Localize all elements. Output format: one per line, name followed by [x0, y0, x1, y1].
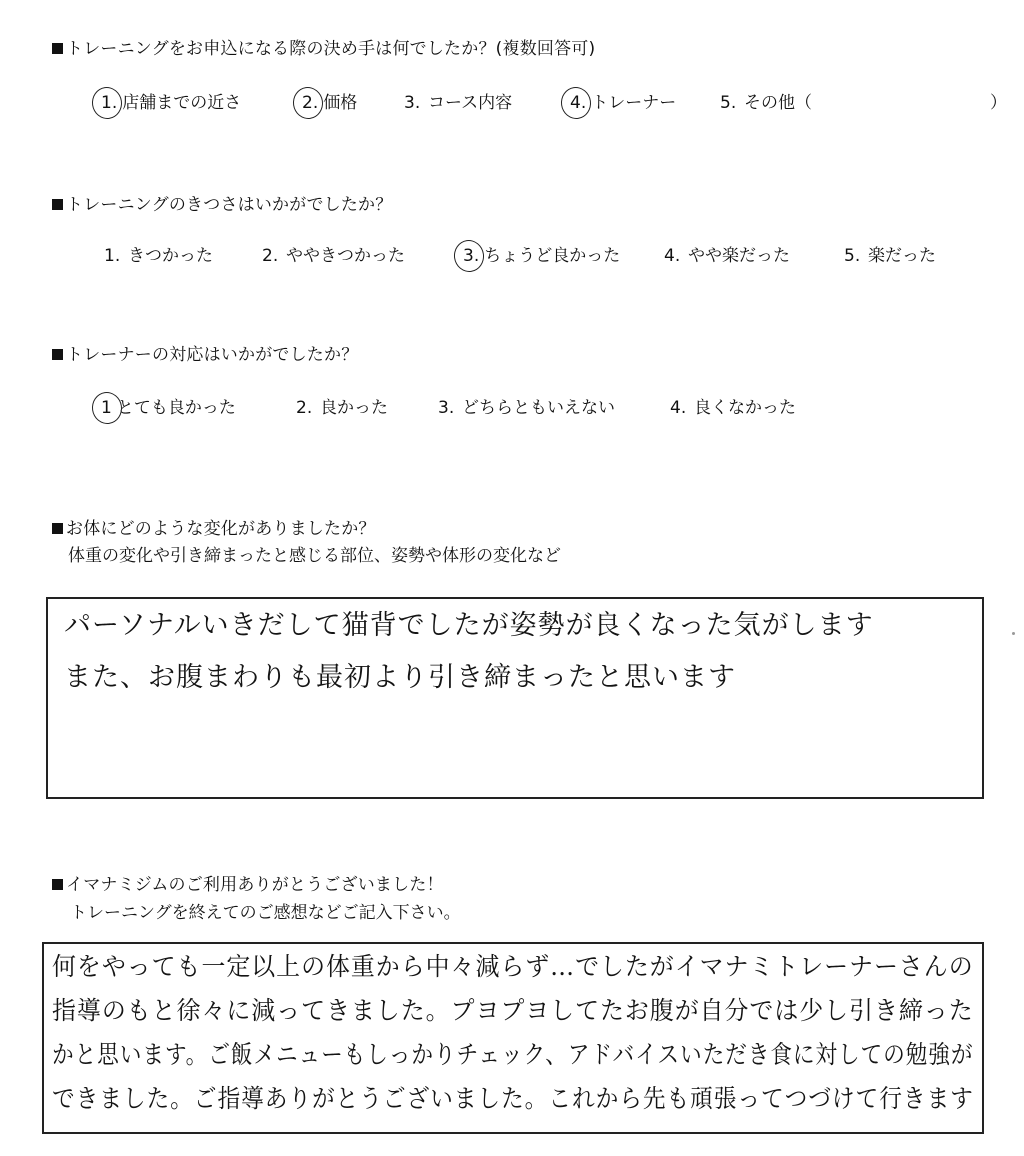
- square-bullet-icon: [52, 349, 63, 360]
- q5-answer-line-4: できました。ご指導ありがとうございました。これから先も頑張ってつづけて行きます: [52, 1084, 974, 1113]
- q3-option-4[interactable]: [670, 397, 796, 419]
- q4-answer-box[interactable]: [46, 597, 984, 799]
- q2-title: [52, 194, 392, 216]
- q4-title-text: お体にどのような変化がありましたか？: [66, 519, 376, 539]
- q1-option-2[interactable]: [297, 92, 357, 114]
- circled-mark-icon: [565, 92, 591, 114]
- square-bullet-icon: [52, 43, 63, 54]
- q3-option-1-num: 1: [101, 398, 112, 418]
- q1-option-3[interactable]: [404, 92, 512, 114]
- q3-option-3[interactable]: [438, 397, 615, 419]
- q3-title: [52, 344, 358, 366]
- q3-title-text: トレーナーの対応はいかがでしたか？: [66, 345, 359, 365]
- q3-option-3-label: どちらともいえない: [462, 398, 615, 418]
- q4-answer-line-2: また、お腹まわりも最初より引き締まったと思います: [64, 662, 736, 693]
- q2-option-1-label: きつかった: [128, 246, 213, 266]
- q5-title-text: イマナミジムのご利用ありがとうございました！: [66, 875, 444, 895]
- q1-option-5-label: その他（: [744, 93, 812, 113]
- q1-option-2-label: 価格: [323, 93, 358, 113]
- q1-option-4-label: トレーナー: [591, 93, 677, 113]
- circled-mark-icon: [96, 92, 122, 114]
- q1-option-5[interactable]: [720, 92, 812, 114]
- q1-close-paren: ）: [990, 93, 1007, 113]
- q2-option-4[interactable]: [664, 245, 790, 267]
- scan-speck: [1012, 632, 1015, 635]
- q1-option-1-label: 店舗までの近さ: [122, 93, 242, 113]
- q2-option-3[interactable]: [458, 245, 620, 267]
- q5-answer-line-3: かと思います。ご飯メニューもしっかりチェック、アドバイスいただき食に対しての勉強が: [52, 1040, 974, 1069]
- q5-answer-box[interactable]: [42, 942, 984, 1134]
- q5-title: [52, 874, 444, 896]
- q2-option-2[interactable]: [262, 245, 405, 267]
- q1-option-4-num: 4.: [570, 93, 587, 113]
- q2-option-4-label: やや楽だった: [688, 246, 790, 266]
- q3-option-1-label: とても良かった: [116, 398, 236, 418]
- q2-option-5-label: 楽だった: [868, 246, 936, 266]
- q1-option-1[interactable]: [96, 92, 241, 114]
- q2-option-3-label: ちょうど良かった: [484, 246, 621, 266]
- q1-option-3-num: 3.: [404, 93, 421, 113]
- q3-option-4-num: 4.: [670, 398, 687, 418]
- q5-subtitle: トレーニングを終えてのご感想などご記入下さい。: [70, 903, 461, 923]
- q3-option-3-num: 3.: [438, 398, 455, 418]
- q1-title-text: トレーニングをお申込になる際の決め手は何でしたか？(複数回答可): [66, 39, 596, 59]
- circled-mark-icon: [96, 397, 117, 419]
- square-bullet-icon: [52, 199, 63, 210]
- q4-subtitle: 体重の変化や引き締まったと感じる部位、姿勢や体形の変化など: [68, 546, 561, 566]
- q1-option-4[interactable]: [565, 92, 676, 114]
- q3-option-4-label: 良くなかった: [694, 398, 796, 418]
- q4-answer-line-1: パーソナルいきだして猫背でしたが姿勢が良くなった気がします: [64, 610, 874, 641]
- q2-option-3-num: 3.: [463, 246, 480, 266]
- q5-answer-line-2: 指導のもと徐々に減ってきました。プヨプヨしてたお腹が自分では少し引き締った: [52, 996, 974, 1025]
- q2-option-1-num: 1.: [104, 246, 121, 266]
- q2-option-5-num: 5.: [844, 246, 861, 266]
- q1-title: [52, 38, 595, 60]
- q4-title: [52, 518, 376, 540]
- q1-option-1-num: 1.: [101, 93, 118, 113]
- square-bullet-icon: [52, 523, 63, 534]
- q1-option-2-num: 2.: [302, 93, 319, 113]
- q2-option-2-num: 2.: [262, 246, 279, 266]
- q2-title-text: トレーニングのきつさはいかがでしたか？: [66, 195, 393, 215]
- square-bullet-icon: [52, 879, 63, 890]
- q2-option-1[interactable]: [104, 245, 213, 267]
- q2-option-5[interactable]: [844, 245, 936, 267]
- q1-option-3-label: コース内容: [428, 93, 513, 113]
- q5-answer-line-1: 何をやっても一定以上の体重から中々減らず…でしたがイマナミトレーナーさんの: [52, 952, 974, 981]
- circled-mark-icon: [458, 245, 484, 267]
- q1-option-5-num: 5.: [720, 93, 737, 113]
- q2-option-4-num: 4.: [664, 246, 681, 266]
- q3-option-1[interactable]: [96, 397, 236, 419]
- q3-option-2-label: 良かった: [320, 398, 388, 418]
- q3-option-2[interactable]: [296, 397, 388, 419]
- q3-option-2-num: 2.: [296, 398, 313, 418]
- circled-mark-icon: [297, 92, 323, 114]
- q2-option-2-label: ややきつかった: [286, 246, 405, 266]
